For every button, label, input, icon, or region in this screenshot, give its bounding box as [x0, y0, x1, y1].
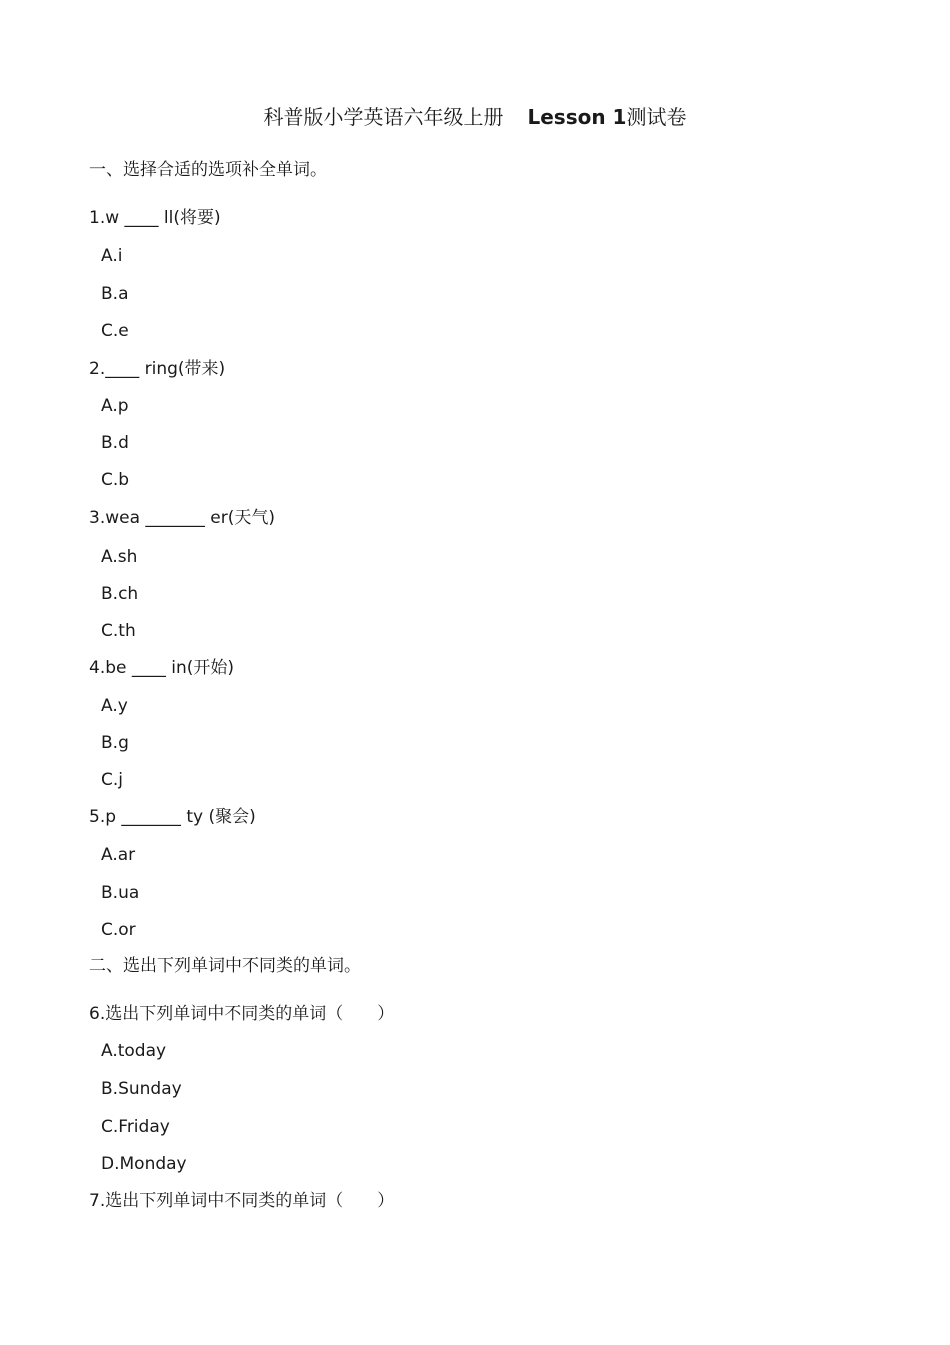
question-2-option-b: B.d	[101, 433, 129, 453]
section-1-heading: 一、选择合适的选项补全单词。	[89, 160, 327, 180]
question-6: 6.选出下列单词中不同类的单词（ ）	[89, 1004, 395, 1024]
question-1-option-c: C.e	[101, 321, 129, 341]
question-2: 2.____ ring(带来)	[89, 359, 226, 379]
question-3-option-a: A.sh	[101, 547, 138, 567]
title-lesson: Lesson 1	[527, 105, 627, 129]
question-3: 3.wea _______ er(天气)	[89, 508, 276, 528]
question-1-option-b: B.a	[101, 284, 129, 304]
question-2-option-a: A.p	[101, 396, 129, 416]
question-4-option-a: A.y	[101, 696, 128, 716]
question-3-option-b: B.ch	[101, 584, 139, 604]
question-6-option-a: A.today	[101, 1041, 167, 1061]
question-3-option-c: C.th	[101, 621, 136, 641]
question-5-option-b: B.ua	[101, 883, 140, 903]
question-4-option-c: C.j	[101, 770, 123, 790]
question-1-option-a: A.i	[101, 246, 123, 266]
question-6-option-c: C.Friday	[101, 1117, 170, 1137]
question-2-option-c: C.b	[101, 470, 130, 490]
question-5-option-a: A.ar	[101, 845, 136, 865]
question-7: 7.选出下列单词中不同类的单词（ ）	[89, 1191, 395, 1211]
question-1: 1.w ____ ll(将要)	[89, 208, 221, 228]
title-suffix: 测试卷	[626, 105, 687, 129]
title-chinese: 科普版小学英语六年级上册	[263, 105, 504, 129]
question-6-option-d: D.Monday	[101, 1154, 187, 1174]
page-title	[0, 102, 950, 132]
question-6-option-b: B.Sunday	[101, 1079, 182, 1099]
section-2-heading: 二、选出下列单词中不同类的单词。	[89, 956, 361, 976]
question-5-option-c: C.or	[101, 920, 136, 940]
question-5: 5.p _______ ty (聚会)	[89, 807, 256, 827]
question-4-option-b: B.g	[101, 733, 129, 753]
question-4: 4.be ____ in(开始)	[89, 658, 235, 678]
